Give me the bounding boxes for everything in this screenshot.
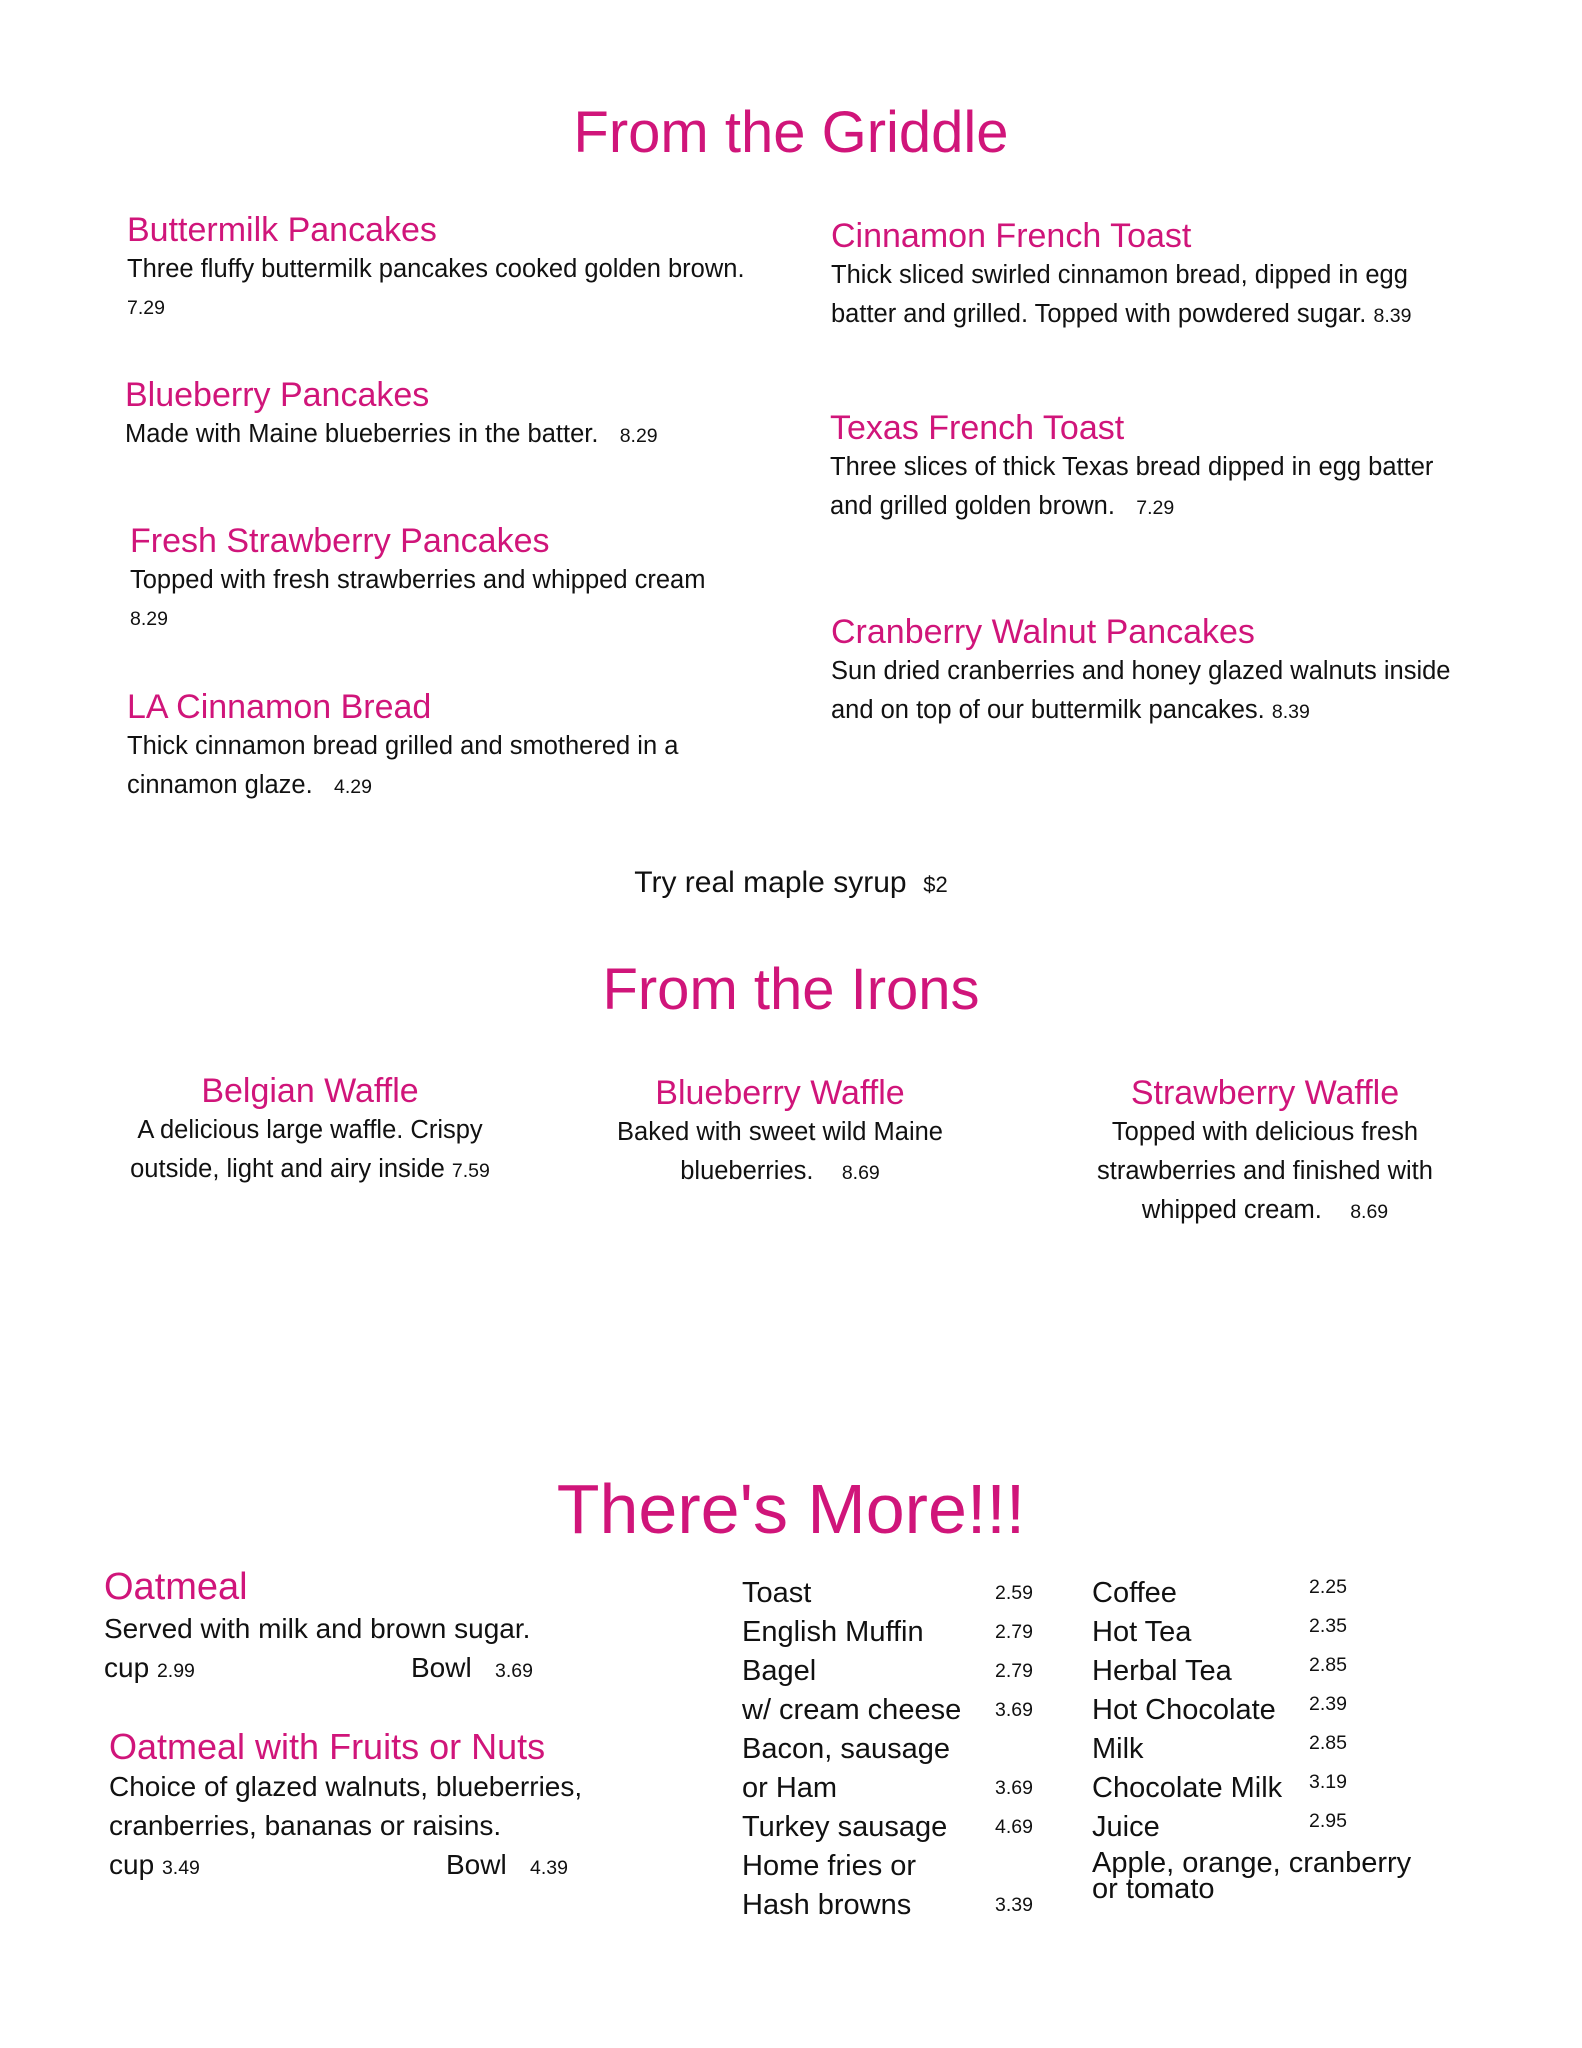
irons-heading: From the Irons (602, 957, 980, 1022)
item-description-line3: whipped cream. (1141, 1196, 1322, 1225)
juice-note (1092, 1847, 1452, 1905)
item-description-line1: Thick sliced swirled cinnamon bread, dipped in egg (831, 261, 1408, 290)
item-price: 7.29 (127, 297, 165, 320)
list-item: English Muffin 2.79 (742, 1616, 1033, 1648)
list-item: w/ cream cheese 3.69 (742, 1694, 1033, 1726)
list-item: Hash browns 3.39 (742, 1889, 1033, 1921)
cup-size: cup 3.49 (109, 1848, 200, 1880)
item-description-line1: Sun dried cranberries and honey glazed walnuts inside (831, 657, 1451, 686)
item-description-line1: Thick cinnamon bread grilled and smothered in a (127, 732, 679, 761)
item-description: Topped with fresh strawberries and whipped cream (130, 566, 706, 595)
list-item: Herbal Tea 2.85 (1092, 1654, 1347, 1687)
more-heading: There's More!!! (556, 1470, 1026, 1548)
list-item: Juice 2.95 (1092, 1810, 1347, 1843)
item-price: 8.69 (841, 1162, 880, 1185)
juice-note-line1: Apple, orange, cranberry (1092, 1847, 1412, 1879)
item-description-line2: and grilled golden brown. (830, 492, 1115, 521)
item-title: Strawberry Waffle (1130, 1074, 1400, 1112)
item-description-line2: outside, light and airy inside (130, 1155, 445, 1184)
list-item: Turkey sausage 4.69 (742, 1811, 1033, 1843)
menu-item-oatmeal-fruits-nuts (109, 1727, 669, 1884)
item-title: Oatmeal with Fruits or Nuts (109, 1726, 546, 1767)
item-description-line2: cranberries, bananas or raisins. (109, 1809, 502, 1841)
list-item: Milk 2.85 (1092, 1732, 1347, 1765)
item-title: Cinnamon French Toast (831, 217, 1192, 255)
bowl-size: Bowl 4.39 (446, 1848, 568, 1880)
item-title: Blueberry Pancakes (125, 376, 430, 414)
item-title: LA Cinnamon Bread (127, 688, 432, 726)
menu-item-la-cinnamon-bread (127, 688, 787, 807)
item-description: Served with milk and brown sugar. (104, 1612, 531, 1644)
list-item: Chocolate Milk 3.19 (1092, 1771, 1347, 1804)
item-price: 8.29 (130, 608, 168, 631)
cup-size: cup 2.99 (104, 1651, 195, 1683)
list-item: Toast 2.59 (742, 1577, 1033, 1609)
item-title: Cranberry Walnut Pancakes (831, 613, 1255, 651)
menu-item-strawberry-waffle (1060, 1074, 1470, 1232)
oatmeal-sizes (104, 1648, 604, 1687)
menu-item-blueberry-pancakes (125, 376, 785, 456)
sides-list (742, 1574, 1062, 1925)
item-description-line1: Topped with delicious fresh (1111, 1118, 1419, 1147)
item-title: Oatmeal (104, 1566, 248, 1608)
item-price: 7.59 (451, 1160, 490, 1183)
item-title: Belgian Waffle (201, 1072, 419, 1110)
item-price: 7.29 (1136, 497, 1175, 520)
menu-item-texas-french-toast (830, 409, 1530, 528)
menu-item-cranberry-walnut-pancakes (831, 613, 1531, 732)
item-description-line2: cinnamon glaze. (127, 771, 313, 800)
item-title: Fresh Strawberry Pancakes (130, 522, 550, 560)
item-description-line1: Baked with sweet wild Maine (617, 1118, 943, 1147)
item-description-line1: Choice of glazed walnuts, blueberries, (109, 1770, 583, 1802)
list-item: Bacon, sausage (742, 1733, 950, 1765)
menu-item-buttermilk-pancakes (127, 211, 787, 327)
item-price: 4.29 (333, 776, 372, 799)
maple-syrup-price: $2 (923, 872, 948, 897)
griddle-heading: From the Griddle (573, 100, 1009, 165)
item-title: Blueberry Waffle (655, 1074, 905, 1112)
list-item: Hot Tea 2.35 (1092, 1615, 1347, 1648)
menu-item-oatmeal (104, 1567, 604, 1687)
item-description: Made with Maine blueberries in the batter. (125, 420, 599, 449)
menu-item-blueberry-waffle (580, 1074, 980, 1193)
item-description-line1: A delicious large waffle. Crispy (137, 1116, 483, 1145)
list-item: Hot Chocolate 2.39 (1092, 1693, 1347, 1726)
item-description-line1: Three slices of thick Texas bread dipped in egg batter (830, 453, 1434, 482)
item-price: 8.39 (1271, 701, 1310, 724)
item-description-line2: batter and grilled. Topped with powdered sugar. (831, 300, 1367, 329)
drinks-list (1092, 1574, 1452, 1905)
menu-item-fresh-strawberry-pancakes (130, 522, 790, 638)
juice-note-line2: or tomato (1092, 1873, 1215, 1905)
bowl-size: Bowl 3.69 (411, 1651, 533, 1683)
item-title: Texas French Toast (830, 409, 1125, 447)
maple-syrup-text: Try real maple syrup (634, 866, 907, 899)
menu-item-cinnamon-french-toast (831, 217, 1531, 336)
list-item: Bagel 2.79 (742, 1655, 1033, 1687)
list-item: or Ham 3.69 (742, 1772, 1033, 1804)
item-price: 8.39 (1373, 305, 1412, 328)
item-description: Three fluffy buttermilk pancakes cooked golden brown. (127, 255, 745, 284)
oatmeal-fruit-sizes (109, 1845, 669, 1884)
list-item: Coffee 2.25 (1092, 1576, 1347, 1609)
item-price: 8.69 (1350, 1201, 1389, 1224)
menu-item-belgian-waffle (110, 1072, 510, 1191)
item-description-line2: blueberries. (680, 1157, 814, 1186)
maple-syrup-note (0, 866, 1582, 900)
item-description-line2: and on top of our buttermilk pancakes. (831, 696, 1265, 725)
item-description-line2: strawberries and finished with (1097, 1157, 1433, 1186)
item-title: Buttermilk Pancakes (127, 211, 437, 249)
item-price: 8.29 (619, 425, 658, 448)
list-item: Home fries or (742, 1850, 917, 1882)
